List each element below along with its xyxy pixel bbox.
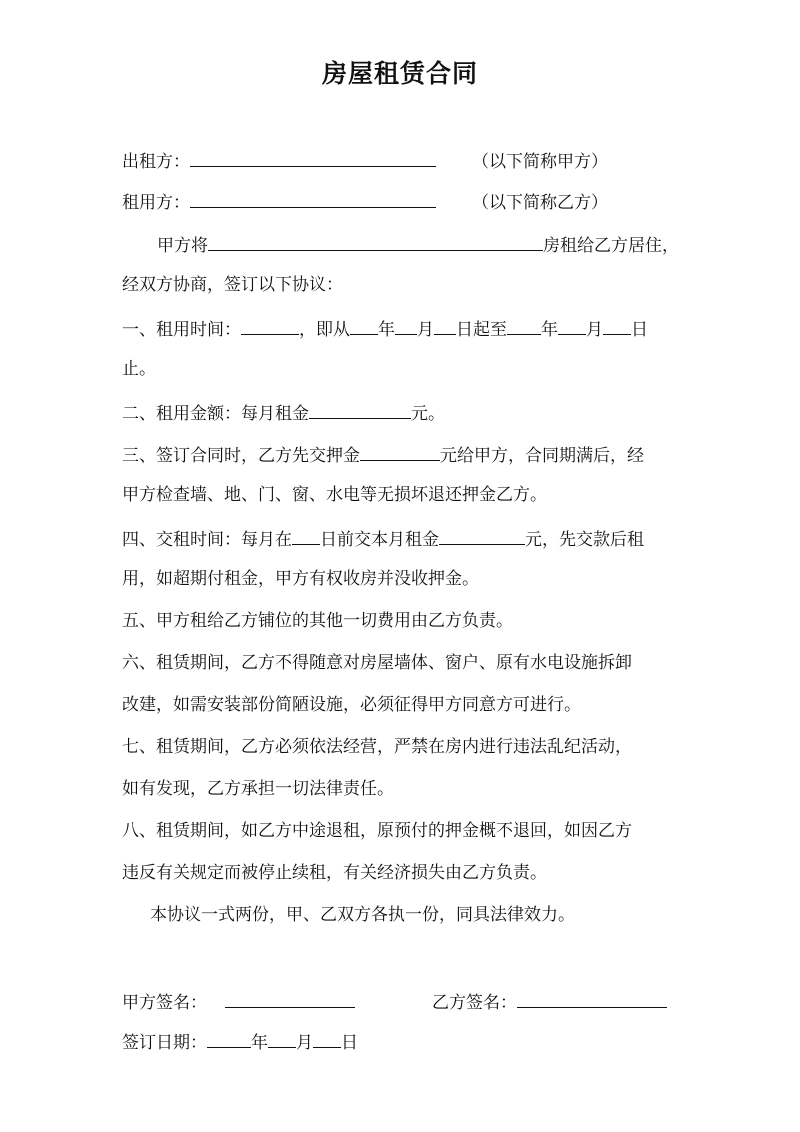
clause-7-line-1: 七、租赁期间，乙方必须依法经营，严禁在房内进行违法乱纪活动， (122, 737, 632, 757)
clause-3-line-2: 甲方检查墙、地、门、窗、水电等无损坏退还押金乙方。 (122, 485, 547, 505)
from-day-label: 日起至 (456, 320, 507, 340)
date-month-blank (268, 1027, 296, 1048)
signing-date (122, 1027, 358, 1056)
date-day-blank (313, 1027, 341, 1048)
clause-8-line-2: 违反有关规定而被停止续租，有关经济损失由乙方负责。 (122, 863, 547, 883)
clause-4-line-1 (122, 524, 644, 553)
party-b-signature (432, 987, 667, 1016)
closing-statement: 本协议一式两份，甲、乙双方各执一份，同具法律效力。 (150, 905, 575, 925)
rent-blank (309, 398, 411, 419)
party-b-signature-blank (517, 987, 667, 1008)
clause-7-line-2: 如有发现，乙方承担一切法律责任。 (122, 779, 394, 799)
lessee-abbr: （以下简称乙方） (472, 193, 608, 213)
lessor-label: 出租方： (122, 152, 190, 172)
from-year-blank (350, 314, 378, 335)
party-a-signature (122, 987, 355, 1016)
clause-3-text: 三、签订合同时，乙方先交押金 (122, 446, 360, 466)
lessee-line (122, 187, 608, 216)
clause-1-from: ，即从 (299, 320, 350, 340)
date-day-label: 日 (341, 1033, 358, 1053)
to-year-blank (507, 314, 541, 335)
party-b-label: 乙方签名： (432, 993, 517, 1013)
contract-title: 房屋租赁合同 (321, 59, 478, 88)
intro-text-1: 甲方将 (157, 236, 208, 256)
term-blank (241, 314, 299, 335)
date-month-label: 月 (296, 1033, 313, 1053)
party-a-signature-blank (225, 987, 355, 1008)
lessor-blank (190, 146, 436, 167)
deposit-blank (360, 440, 440, 461)
from-month-blank (395, 314, 417, 335)
to-day-label: 日 (631, 320, 648, 340)
property-blank (208, 230, 543, 251)
clause-1-line-1 (122, 314, 648, 343)
clause-3-text-2: 元给甲方，合同期满后，经 (440, 446, 644, 466)
clause-8-line-1: 八、租赁期间，如乙方中途退租，原预付的押金概不退回，如因乙方 (122, 821, 632, 841)
clause-4-line-2: 用，如超期付租金，甲方有权收房并没收押金。 (122, 569, 479, 589)
party-a-label: 甲方签名： (122, 993, 207, 1013)
to-year-label: 年 (541, 320, 558, 340)
date-year-label: 年 (251, 1033, 268, 1053)
clause-6-line-1: 六、租赁期间，乙方不得随意对房屋墙体、窗户、原有水电设施拆卸 (122, 653, 632, 673)
from-day-blank (434, 314, 456, 335)
clause-2-unit: 元。 (411, 404, 445, 424)
lessor-abbr: （以下简称甲方） (472, 152, 608, 172)
clause-6-line-2: 改建，如需安装部份简陋设施，必须征得甲方同意方可进行。 (122, 695, 581, 715)
to-month-label: 月 (586, 320, 603, 340)
intro-text-2: 房租给乙方居住， (543, 236, 679, 256)
pay-day-blank (292, 524, 320, 545)
clause-5: 五、甲方租给乙方铺位的其他一切费用由乙方负责。 (122, 611, 513, 631)
lessee-blank (190, 187, 436, 208)
intro-line-2: 经双方协商，签订以下协议： (122, 275, 343, 295)
clause-4-text-3: 元，先交款后租 (525, 530, 644, 550)
from-year-label: 年 (378, 320, 395, 340)
intro-line-1 (157, 230, 679, 259)
clause-2 (122, 398, 445, 427)
to-month-blank (558, 314, 586, 335)
date-label: 签订日期： (122, 1033, 207, 1053)
to-day-blank (603, 314, 631, 335)
clause-4-text-2: 日前交本月租金 (320, 530, 439, 550)
clause-2-text: 二、租用金额：每月租金 (122, 404, 309, 424)
clause-4-text: 四、交租时间：每月在 (122, 530, 292, 550)
monthly-rent-blank (439, 524, 525, 545)
clause-1-text: 一、租用时间： (122, 320, 241, 340)
clause-3-line-1 (122, 440, 644, 469)
lessee-label: 租用方： (122, 193, 190, 213)
clause-1-line-2: 止。 (122, 359, 156, 379)
from-month-label: 月 (417, 320, 434, 340)
date-year-blank (207, 1027, 251, 1048)
lessor-line (122, 146, 608, 175)
